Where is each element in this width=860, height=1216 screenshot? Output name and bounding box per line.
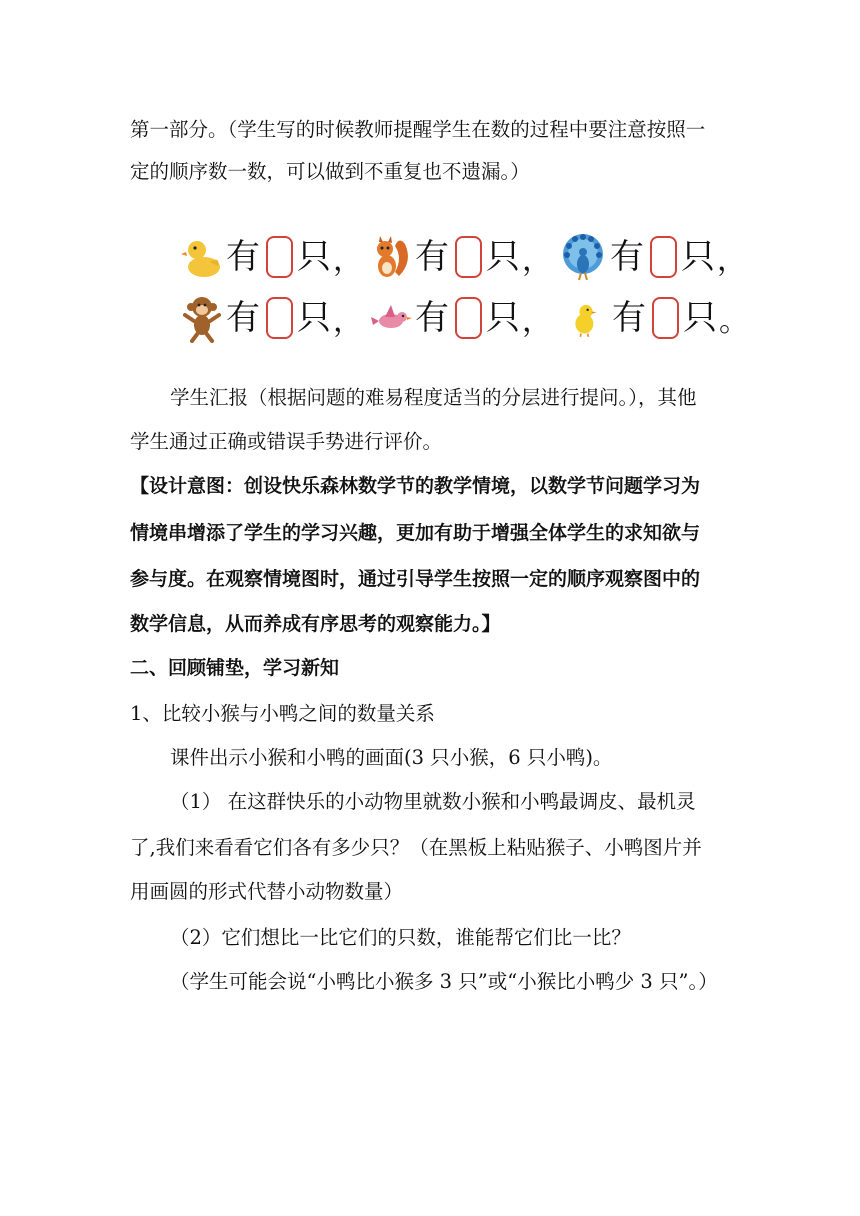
exercise-row-2 [180, 288, 755, 348]
peacock-item [558, 227, 753, 287]
duck-item [180, 227, 369, 287]
you-char: 有 [226, 237, 260, 277]
answer-box-duck[interactable] [266, 236, 293, 278]
answer-box-peacock[interactable] [650, 236, 677, 278]
zhi-char: 只 [297, 237, 331, 277]
exercise-row-1 [180, 227, 753, 287]
design-intent-line1: 【设计意图：创设快乐森林数学节的教学情境，以数学节问题学习为 [130, 475, 701, 497]
section-heading: 二、回顾铺垫，学习新知 [130, 657, 340, 679]
zhi-char: 只 [681, 237, 715, 277]
para2-line1: 学生汇报（根据问题的难易程度适当的分层进行提问。），其他 [170, 386, 697, 409]
courseware-paragraph: 课件出示小猴和小鸭的画面(3 只小猴，6 只小鸭)。 [170, 746, 613, 769]
chick-icon [568, 293, 604, 343]
chick-item [568, 288, 755, 348]
comma: ， [333, 304, 363, 339]
comma: ， [522, 243, 552, 278]
you-char: 有 [226, 298, 260, 338]
you-char: 有 [612, 298, 646, 338]
design-intent-line3: 参与度。在观察情境图时，通过引导学生按照一定的顺序观察图中的 [130, 568, 701, 590]
comma: ， [333, 243, 363, 278]
zhi-char: 只 [297, 298, 331, 338]
bird-item [369, 288, 558, 348]
design-intent-line4: 数学信息，从而养成有序思考的观察能力。】 [130, 613, 501, 635]
you-char: 有 [610, 237, 644, 277]
comma: ， [717, 243, 747, 278]
zhi-char: 只 [486, 237, 520, 277]
student-answer-note: （学生可能会说“小鸭比小猴多 3 只”或“小猴比小鸭少 3 只”。） [170, 970, 718, 993]
answer-box-squirrel[interactable] [455, 236, 482, 278]
para1-line2: 定的顺序数一数，可以做到不重复也不遗漏。） [130, 160, 530, 183]
answer-box-chick[interactable] [652, 297, 679, 339]
question-2: （2）它们想比一比它们的只数，谁能帮它们比一比？ [170, 926, 631, 949]
subsection-title: 1、比较小猴与小鸭之间的数量关系 [130, 702, 435, 725]
para2-line2: 学生通过正确或错误手势进行评价。 [130, 430, 443, 453]
peacock-icon [558, 232, 608, 282]
comma: ， [522, 304, 552, 339]
answer-box-monkey[interactable] [266, 297, 293, 339]
period: 。 [719, 304, 749, 339]
monkey-icon [180, 293, 224, 343]
zhi-char: 只 [486, 298, 520, 338]
squirrel-item [369, 227, 558, 287]
you-char: 有 [415, 298, 449, 338]
monkey-item [180, 288, 369, 348]
question-1-line1: （1） 在这群快乐的小动物里就数小猴和小鸭最调皮、最机灵 [170, 790, 696, 813]
bird-icon [369, 293, 413, 343]
question-1-line3: 用画圆的形式代替小动物数量） [130, 880, 404, 903]
you-char: 有 [415, 237, 449, 277]
zhi-char: 只 [683, 298, 717, 338]
question-1-line2: 了,我们来看看它们各有多少只？（在黑板上粘贴猴子、小鸭图片并 [130, 836, 702, 859]
design-intent-line2: 情境串增添了学生的学习兴趣，更加有助于增强全体学生的求知欲与 [130, 522, 701, 544]
para1-line1: 第一部分。（学生写的时候教师提醒学生在数的过程中要注意按照一 [130, 118, 706, 141]
duck-icon [180, 232, 224, 282]
squirrel-icon [369, 232, 413, 282]
answer-box-bird[interactable] [455, 297, 482, 339]
